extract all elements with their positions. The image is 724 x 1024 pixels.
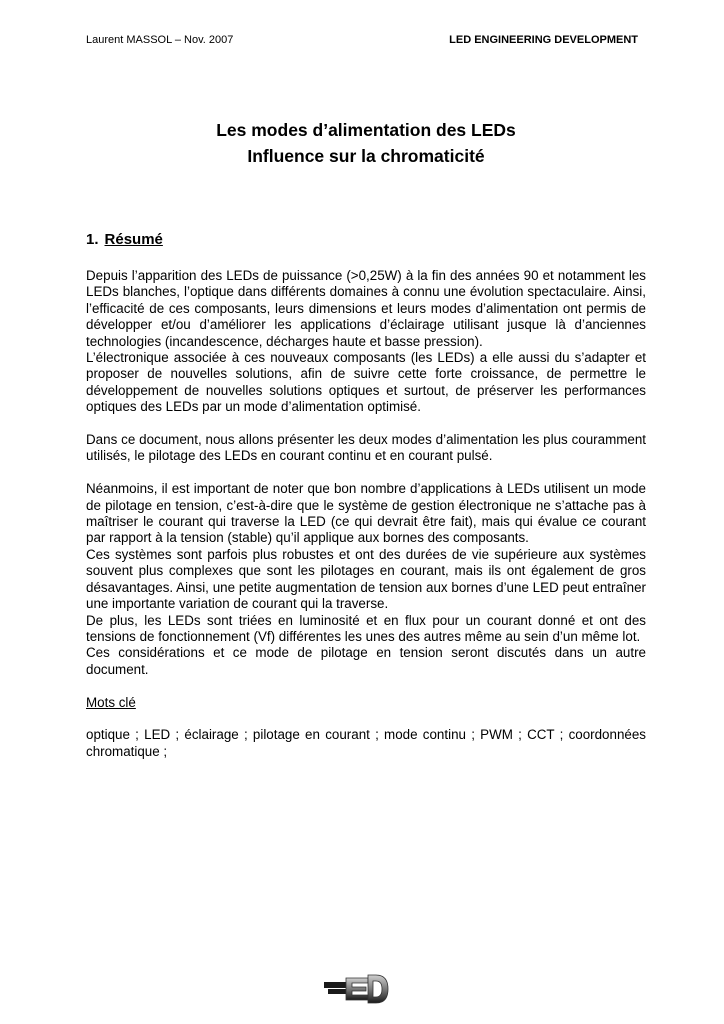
led-logo-icon <box>322 972 390 1006</box>
paragraph: Néanmoins, il est important de noter que bon nombre d’applications à LEDs utilisent un mode de pilotage en tension, c’est-à-dire que le système de gestion électronique ne s’attache pas à maîtriser le courant qui traverse la LED (ce qui devrait être fait), mais qui évalue ce courant par rapport à la tension (stable) qu’il applique aux bornes des composants. <box>86 481 646 546</box>
paragraph: L’électronique associée à ces nouveaux composants (les LEDs) a elle aussi du s’adapter et proposer de nouvelles solutions, afin de suivre cette forte croissance, de permettre le développement de nouvelles solutions optiques et surtout, de préserver les performances optiques des LEDs par un mode d’alimentation optimisé. <box>86 350 646 415</box>
section-heading <box>86 230 163 250</box>
keywords-list: optique ; LED ; éclairage ; pilotage en courant ; mode continu ; PWM ; CCT ; coordonnées chromatique ; <box>86 727 646 759</box>
paragraph: De plus, les LEDs sont triées en luminosité et en flux pour un courant donné et ont des tensions de fonctionnement (Vf) différentes les unes des autres même au sein d’un même lot. <box>86 612 646 644</box>
paragraph: Depuis l’apparition des LEDs de puissance (>0,25W) à la fin des années 90 et notamment les LEDs blanches, l’optique dans différents domaines à connu une évolution spectaculaire. Ainsi, l’efficacité de ces composants, leurs dimensions et leurs modes d’alimentation ont permis de développer et/ou d’améliorer les applications d’éclairage utilisant jusque là d’anciennes technologies (incandescence, décharges haute et basse pression). <box>86 268 646 349</box>
paragraph: Ces systèmes sont parfois plus robustes et ont des durées de vie supérieure aux systèmes souvent plus complexes que sont les pilotages en courant, mais ils ont également de gros désavantages. Ainsi, une petite augmentation de tension aux bornes d’une LED peut entraîner une importante variation de courant qui la traverse. <box>86 546 646 612</box>
document-subtitle: Influence sur la chromaticité <box>247 146 485 166</box>
section-title: Résumé <box>104 231 163 248</box>
document-body <box>86 268 646 760</box>
header-author-date: Laurent MASSOL – Nov. 2007 <box>86 34 234 46</box>
section-number: 1. <box>86 231 99 248</box>
paragraph: Ces considérations et ce mode de pilotage en tension seront discutés dans un autre document. <box>86 645 646 677</box>
keywords-label: Mots clé <box>86 694 136 710</box>
paragraph: Dans ce document, nous allons présenter les deux modes d’alimentation les plus couramment utilisés, le pilotage des LEDs en courant continu et en courant pulsé. <box>86 432 646 464</box>
document-title: Les modes d’alimentation des LEDs <box>216 120 516 140</box>
header-organization: LED ENGINEERING DEVELOPMENT <box>449 34 638 46</box>
